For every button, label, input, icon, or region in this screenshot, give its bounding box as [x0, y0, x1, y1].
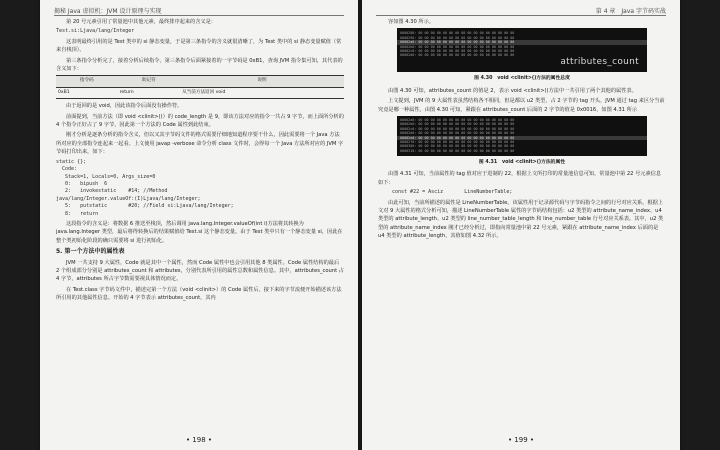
paragraph: 第三条指令分析完了，接着分析后续指令，第三条指令后面紧接着的一字节码是 0xB1，查询 JVM 指令集可知，其代表的含义如下： [56, 57, 343, 73]
chapter-title: 第 4 章 Java 字节码实战 [595, 8, 666, 15]
hex-row: 00002a0: 00 00 00 00 00 00 00 00 00 00 00 00 00 00 00 00 [397, 40, 647, 44]
paragraph: JVM 一共支持 9 大属性，Code 就是其中一个属性，然而 Code 属性中也会引用其他 8 类属性。Code 属性结构的最后 2 个组成部分分别是 attributes_count 和 attributes，分别代表所引用的属性总数和属性信息。其中，attributes_count 占 4 字节，attributes 所占字节数需要视具体情况而定。 [56, 259, 344, 283]
code-block: static {}; Code: Stack=1, Locals=0, Args_size=0 0: bipush 6 2: invokestatic #14; //Method java/lang/Integer.valueOf:(I)Ljava/lang/Integer; 5: putstatic #20; //Field si:Ljava/lang/Integer; 8: return [56, 158, 234, 217]
page-number: • 198 • [185, 436, 213, 444]
hex-row: 00002f0: 00 00 00 00 00 00 00 00 00 00 00 00 00 00 00 00 [400, 140, 515, 145]
hex-figure-1 [397, 28, 647, 72]
table-cell: return [118, 87, 180, 98]
hex-row: 00002d0: 00 00 00 00 00 00 00 00 00 00 00 00 00 00 00 00 [400, 53, 515, 58]
running-header-left [54, 5, 344, 16]
hex-row: 0000280: 00 00 00 00 00 06 00 00 00 00 00 00 00 00 00 00 [400, 31, 515, 36]
figure-overlay-label: attributes_count [560, 57, 639, 67]
paragraph: 上文提到，JVM 的 9 大属性表虽然结构各不相同，但是都以 u2 类型，占 2 字节的 tag 开头，JVM 通过 tag 来区分当前究竟是哪一种属性。由图 4.30 可知，紧跟在 attributes_count 后面的 2 字节的值是 0x0016，如图 4.31 所示 [378, 98, 665, 113]
right-content [378, 18, 666, 243]
code-snippet: Test.si:Ljava/lang/Integer [56, 28, 135, 35]
table-header: 说明 [180, 76, 344, 87]
hex-row: 0000290: 00 00 00 00 00 00 00 00 00 00 00 00 00 00 00 00 [400, 35, 515, 40]
paragraph: 前面提到，当前方法（即 void <clinit>()）的 code_length 是 9，即该方法对应的指令一共占 9 字节，而上面所分析的 4 个指令正好占了 9 字节，因此第一个方法的 Code 属性到此结束。 [56, 113, 344, 129]
hex-row: 00002c0: 00 00 00 00 00 00 00 00 00 00 00 00 00 00 00 00 [400, 49, 515, 54]
paragraph: 由图 4.31 可知，当前属性的 tag 值对应于进制的 22，根据上文所打印的常量池信息可知，常量池中第 22 号元素信息如下： [378, 171, 662, 186]
paragraph: 由此可知，当前所描述的属性是 LineNumberTable。该属性用于记录源代码与字节码指令之间的行号对应关系。根据上文对 9 大属性的格式分析可知，描述 LineNumberTable 属性的字节码结构包括：u2 类型的 attribute_name_index、u4 类型的 attribute_length、u2 类型的 line_number_table_length 和 line_number_table 行号对应关系表。其中，u2 类型的 attribute_name_index 刚才已经分析过，即指向常量池中第 22 号元素，紧跟在 attribute_name_index 后面的是 u4 类型的 attribute_length，其值如图 4.32 所示。 [378, 199, 664, 240]
paragraph: 刚才分析是逐条分析的指令含义，但以又其字节码文件的格式需要仔细地知道程序要干什么，因此需要将一个 Java 方法所对应的全部指令连起来一起看。上文使用 javap -verbose 命令分析 class 文件时，会得每一个 Java 方法所对应的 JVM 字节码打印出来，如下： [56, 132, 344, 156]
hex-figure-2 [397, 116, 647, 156]
paragraph: 第 20 号元素引用了常量池中其他元素，最终排序起来的含义是： [66, 19, 216, 25]
paragraph: 由于返回的是 void，因此该指令后面没有操作符。 [66, 103, 183, 110]
page-number: • 199 • [507, 436, 535, 444]
code-snippet: const #22 = Asciz LineNumberTable; [392, 189, 513, 196]
instruction-table [56, 75, 344, 99]
paragraph: 容如图 4.30 所示。 [388, 19, 434, 25]
paragraph: 这表明最终引用的是 Test 类中的 si 静态变量，于是第三条指令的含义就很清晰了，为 Test 类中的 si 静态变量赋值（常来自栈顶）。 [56, 38, 342, 54]
hex-row: 0000300: 00 00 00 00 00 00 00 00 00 00 00 00 00 00 00 00 [400, 144, 515, 149]
table-cell: 0xB1 [56, 87, 118, 98]
book-title: 揭秘 Java 虚拟机：JVM 设计原理与实现 [54, 8, 162, 15]
hex-row: 00002d0: 00 00 00 00 00 00 00 00 00 00 00 00 00 00 00 00 [400, 131, 515, 136]
paragraph: 这段指令的含义是：将数据 6 推送至栈顶，然后调用 java.lang.Integer.valueOf(int i)方法将其转换为 java.lang.Integer 类型，最后将得转换后的结果赋值给 Test.si 这个静态变量。由于 Test 类中只有一个静态变量 si，因此在整个类初始化阶段的确只需要将 si 进行初始化。 [56, 220, 343, 244]
right-page [362, 0, 680, 450]
left-content [56, 18, 344, 305]
running-header-right [376, 5, 666, 16]
hex-row: 00002c0: 00 00 00 00 00 00 00 00 00 00 00 00 00 00 00 00 [400, 126, 515, 131]
table-cell: 从当前方法返回 void [180, 87, 344, 98]
table-header: 助记符 [118, 76, 180, 87]
section-heading: 5. 第一个方法中的属性表 [56, 248, 125, 256]
table-header: 指令码 [56, 76, 118, 87]
hex-row: 00002a0: 00 00 00 00 00 00 00 00 00 00 00 00 00 00 00 00 [400, 118, 515, 123]
figure-caption: 图 4.30 void <clinit>()方法的属性总度 [474, 76, 570, 82]
left-page [40, 0, 358, 450]
paragraph: 由图 4.30 可知，attributes_count 的值是 2，表示 void <clinit>()方法中一共引用了两个其他的属性表。 [388, 87, 637, 94]
hex-row: 00002b0: 00 00 00 00 00 00 00 00 00 00 00 00 00 00 00 00 [400, 44, 515, 49]
hex-row: 00002b0: 00 00 00 00 00 00 00 00 00 00 00 00 00 00 00 00 [400, 122, 515, 127]
figure-caption: 图 4.31 void <clinit>()方法的属性 [478, 160, 566, 166]
paragraph: 在 Test.class 字节码文件中，描述完第一个方法（void <clinit>）的 Code 属性后，接下来的字节流便开始描述该方法所引用的其他属性信息。开始的 4 字节表示 attributes_count，其内 [56, 286, 342, 302]
hex-row: 0000310: 00 00 00 00 00 00 00 00 00 00 00 00 00 00 00 00 [400, 148, 515, 153]
hex-row: 00002e0: 00 00 00 00 00 00 00 00 00 00 00 00 00 00 00 00 [397, 136, 647, 140]
